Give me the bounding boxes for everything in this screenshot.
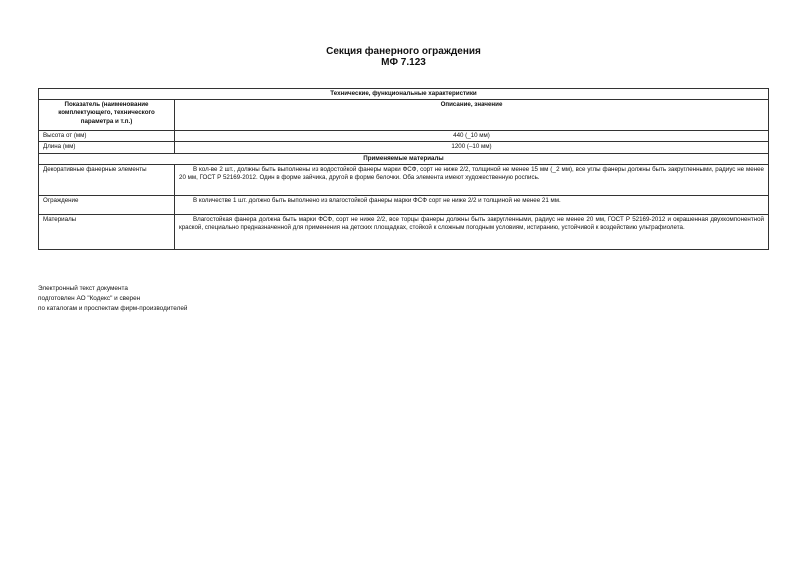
param-cell: Высота от (мм)	[39, 131, 175, 142]
param-cell: Длина (мм)	[39, 142, 175, 153]
table-header-row	[39, 100, 769, 131]
description-cell: В кол-ве 2 шт., должны быть выполнены из водостойкой фанеры марки ФСФ, сорт не ниже 2/2, толщиной не менее 15 мм ( ̲ 2 мм), все углы фанеры должны быть закругленными, радиус не менее 20 мм, ГОСТ Р 52169-2012. Один в форме зайчика, другой в форме белочки. Оба элемента имеют художественную роспись.	[175, 164, 769, 195]
footer-note	[38, 284, 187, 314]
param-cell: Материалы	[39, 214, 175, 249]
table-row	[39, 214, 769, 249]
table-row	[39, 195, 769, 214]
param-cell: Ограждение	[39, 195, 175, 214]
materials-title: Применяемые материалы	[39, 153, 769, 164]
footer-line: по каталогам и проспектам фирм-производителей	[38, 305, 188, 312]
table-row	[39, 164, 769, 195]
value-cell: 440 ( ̲ 10 мм)	[175, 131, 769, 142]
section-title: Технические, функциональные характеристики	[39, 89, 769, 100]
value-cell: 1200 ( ̶ 10 мм)	[175, 142, 769, 153]
header-desc: Описание, значение	[175, 100, 769, 131]
footer-line: Электронный текст документа	[38, 285, 128, 292]
table-row	[39, 142, 769, 153]
footer-line: подготовлен АО "Кодекс" и сверен	[38, 295, 141, 302]
document-code: МФ 7.123	[381, 57, 426, 68]
description-cell: В количестве 1 шт. должно быть выполнено из влагостойкой фанеры марки ФСФ сорт не ниже 2/2 и толщиной не менее 21 мм.	[175, 195, 769, 214]
document-title: Секция фанерного ограждения	[326, 46, 481, 57]
table-section-row	[39, 89, 769, 100]
spec-table	[38, 88, 769, 250]
materials-section-row	[39, 153, 769, 164]
table-row	[39, 131, 769, 142]
param-cell: Декоративные фанерные элементы	[39, 164, 175, 195]
description-cell: Влагостойкая фанера должна быть марки ФСФ, сорт не ниже 2/2, все торцы фанеры должны быть закругленными, радиус не менее 20 мм, ГОСТ Р 52169-2012 и окрашенная двухкомпонентной краской, специально предназначенной для применения на детских площадках, стойкой к сложным погодным условиям, истиранию, устойчивой к воздействию ультрафиолета.	[175, 214, 769, 249]
document-header	[0, 46, 807, 68]
header-param: Показатель (наименование комплектующего, технического параметра и т.п.)	[39, 100, 175, 131]
